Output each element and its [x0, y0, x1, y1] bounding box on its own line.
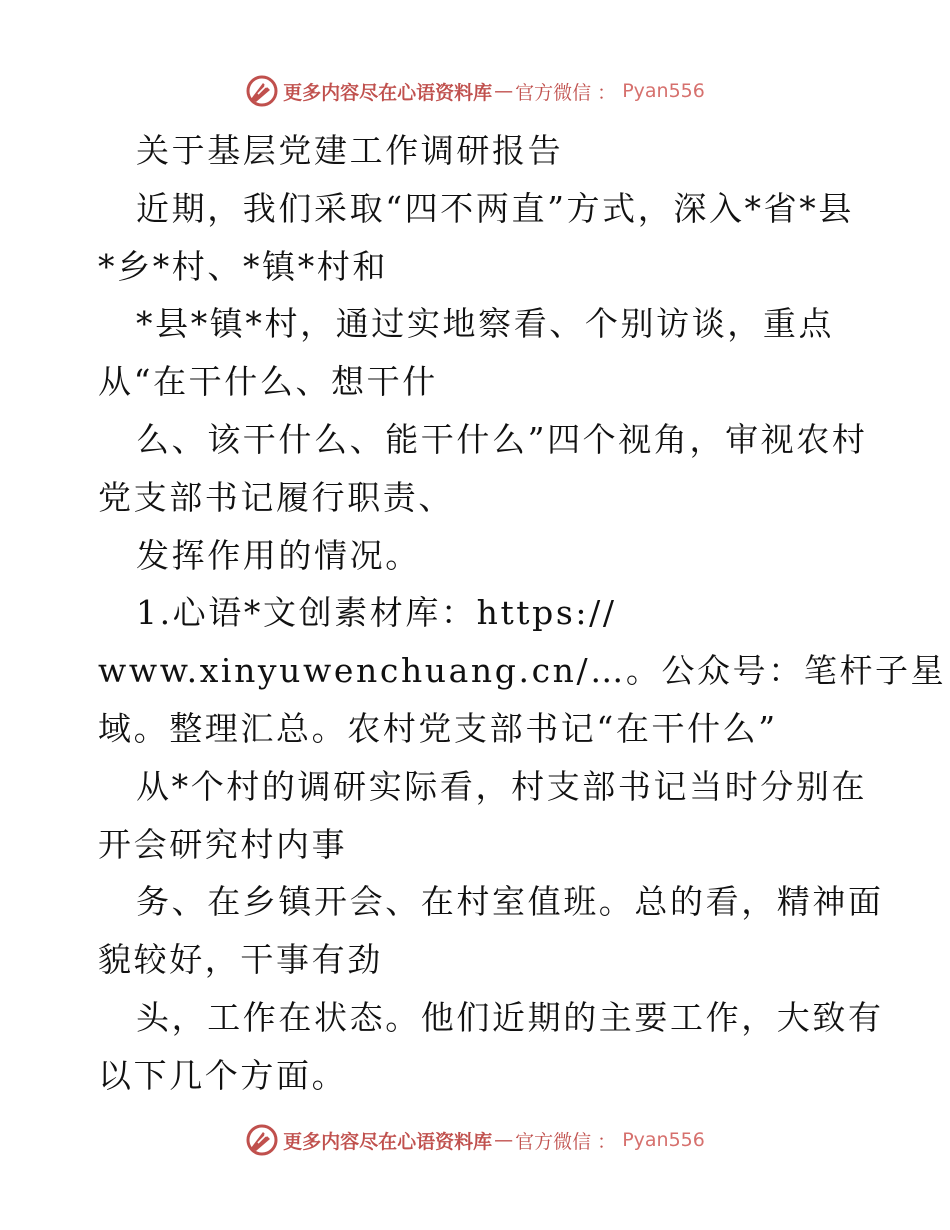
paragraph-line: 党支部书记履行职责、: [98, 477, 454, 517]
document-title: 关于基层党建工作调研报告: [136, 131, 564, 170]
paragraph-line: 么、该干什么、能干什么”四个视角，审视农村: [136, 419, 868, 459]
document-body: [98, 122, 947, 1105]
paragraph-line: 发挥作用的情况。: [136, 535, 421, 575]
paragraph-line: 头，工作在状态。他们近期的主要工作，大致有: [136, 997, 884, 1037]
paragraph-line: 以下几个方面。: [98, 1055, 348, 1095]
paragraph-line: *县*镇*村，通过实地察看、个别访谈，重点: [136, 304, 835, 344]
banner-wechat-label: 官方微信: [515, 1130, 592, 1153]
paragraph-line: 域。整理汇总。农村党支部书记“在干什么”: [98, 708, 778, 748]
paragraph-line: 貌较好，干事有劲: [98, 940, 383, 980]
paragraph-line: 从“在干什么、想干什: [98, 362, 438, 402]
header-watermark-banner: [0, 71, 950, 111]
banner-dash: —: [494, 1129, 514, 1151]
paragraph-line: 开会研究村内事: [98, 824, 348, 864]
banner-wechat-id: Pyan556: [622, 80, 705, 102]
paragraph-line: 务、在乡镇开会、在村室值班。总的看，精神面: [136, 882, 884, 922]
banner-colon: ：: [597, 1130, 617, 1153]
banner-dash: —: [494, 80, 514, 102]
paragraph-line: 从*个村的调研实际看，村支部书记当时分别在: [136, 766, 868, 806]
pen-nib-logo-icon: [245, 74, 279, 108]
banner-wechat-label: 官方微信: [515, 81, 592, 104]
pen-nib-logo-icon: [245, 1123, 279, 1157]
banner-main-text: 更多内容尽在心语资料库: [283, 81, 493, 104]
banner-colon: ：: [597, 81, 617, 104]
paragraph-line: *乡*村、*镇*村和: [98, 246, 388, 286]
footer-watermark-banner: [0, 1120, 950, 1160]
banner-main-text: 更多内容尽在心语资料库: [283, 1130, 493, 1153]
banner-wechat-id: Pyan556: [622, 1129, 705, 1151]
paragraph-line: www.xinyuwenchuang.cn/…。公众号：笔杆子星: [98, 651, 947, 691]
paragraph-line: 1.心语*文创素材库：https://: [136, 593, 617, 633]
paragraph-line: 近期，我们采取“四不两直”方式，深入*省*县: [136, 188, 854, 228]
